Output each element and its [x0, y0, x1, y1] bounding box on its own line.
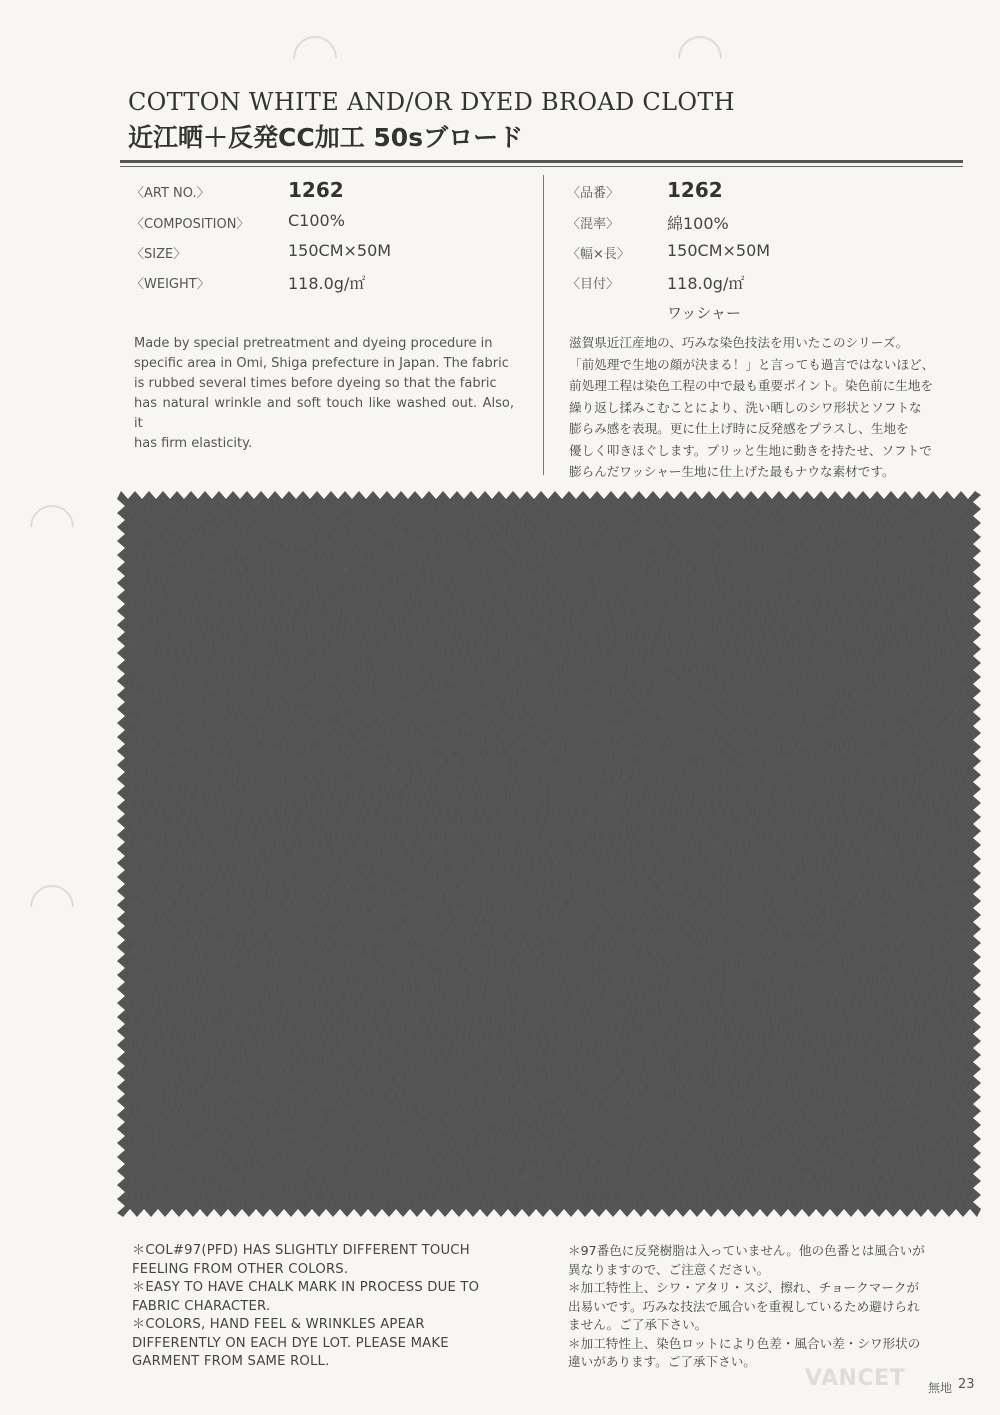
- description-line: has firm elasticity.: [134, 436, 253, 451]
- page-number: 23: [958, 1377, 975, 1392]
- note-line: ＊COL#97(PFD) HAS SLIGHTLY DIFFERENT TOUCH: [132, 1243, 470, 1258]
- spec-value-size: 150CM×50M: [288, 241, 392, 260]
- note-line: FABRIC CHARACTER.: [132, 1298, 271, 1314]
- binder-hole: [669, 27, 731, 89]
- spec-value-konritsu: 綿100%: [667, 214, 729, 233]
- note-line: GARMENT FROM SAME ROLL.: [132, 1354, 330, 1369]
- binder-hole: [21, 876, 83, 938]
- binder-hole: [21, 496, 83, 558]
- category-label: 無地: [928, 1381, 953, 1395]
- note-line: ＊97番色に反発樹脂は入っていません。他の色番とは風合いが: [568, 1243, 925, 1258]
- spec-label-size: 〈SIZE〉: [131, 247, 187, 262]
- description-line: has natural wrinkle and soft touch like washed out. Also, it: [134, 396, 514, 431]
- note-line: ＊加工特性上、染色ロットにより色差・風合い差・シワ形状の: [568, 1335, 921, 1351]
- spec-value-weight: 118.0g/㎡: [288, 274, 366, 293]
- description-line: 繰り返し揉みこむことにより、洗い晒しのシワ形状とソフトな: [569, 399, 922, 415]
- description-line: 前処理工程は染色工程の中で最も重要ポイント。染色前に生地を: [569, 378, 934, 393]
- note-line: 違いがあります。ご了承下さい。: [568, 1354, 756, 1369]
- spec-label-art-no: 〈ART NO.〉: [131, 186, 210, 201]
- title-rule: [120, 160, 963, 163]
- spec-label-hinban: 〈品番〉: [567, 186, 620, 201]
- note-line: DIFFERENTLY ON EACH DYE LOT. PLEASE MAKE: [132, 1335, 449, 1351]
- description-line: 膨らんだワッシャー生地に仕上げた最もナウな素材です。: [569, 464, 895, 479]
- note-line: 異なりますので、ご注意ください。: [568, 1261, 770, 1277]
- title-japanese: 近江晒＋反発CC加工 50sブロード: [128, 123, 524, 152]
- notes-english: [132, 1242, 479, 1372]
- spec-value-metsuke: 118.0g/㎡: [667, 274, 745, 293]
- spec-value-art-no: 1262: [288, 178, 344, 202]
- swatch-texture: [117, 491, 981, 1217]
- description-line: 滋賀県近江産地の、巧みな染色技法を用いたこのシリーズ。: [569, 335, 909, 350]
- spec-label-composition: 〈COMPOSITION〉: [131, 217, 250, 232]
- description-english: [134, 334, 514, 454]
- column-divider: [543, 175, 544, 475]
- spec-label-konritsu: 〈混率〉: [567, 217, 620, 232]
- description-japanese: [569, 332, 959, 483]
- description-line: 膨らみ感を表現。更に仕上げ時に反発感をプラスし、生地を: [569, 421, 909, 436]
- description-line: specific area in Omi, Shiga prefecture in Japan. The fabric: [134, 356, 509, 371]
- description-line: 「前処理で生地の顔が決まる！」と言っても過言ではないほど、: [569, 356, 935, 372]
- binder-hole: [284, 27, 346, 89]
- spec-label-haba: 〈幅×長〉: [567, 247, 630, 262]
- spec-label-weight: 〈WEIGHT〉: [131, 277, 210, 292]
- note-line: FEELING FROM OTHER COLORS.: [132, 1261, 349, 1277]
- description-line: Made by special pretreatment and dyeing procedure in: [134, 336, 493, 351]
- description-line: 優しく叩きほぐします。プリッと生地に動きを持たせ、ソフトで: [569, 442, 932, 458]
- description-line: is rubbed several times before dyeing so that the fabric: [134, 376, 497, 391]
- note-line: ません。ご了承下さい。: [568, 1317, 708, 1332]
- notes-japanese: [568, 1242, 925, 1372]
- note-line: ＊加工特性上、シワ・アタリ・スジ、擦れ、チョークマークが: [568, 1280, 920, 1295]
- fabric-swatch: [117, 491, 981, 1217]
- note-line: 出易いです。巧みな技法で風合いを重視しているため避けられ: [568, 1298, 920, 1314]
- spec-value-composition: C100%: [288, 211, 345, 230]
- note-line: ＊COLORS, HAND FEEL & WRINKLES APEAR: [132, 1317, 425, 1332]
- spec-value-finish: ワッシャー: [667, 304, 741, 322]
- title-rule-thin: [120, 166, 963, 167]
- title-english: COTTON WHITE AND/OR DYED BROAD CLOTH: [128, 88, 735, 116]
- note-line: ＊EASY TO HAVE CHALK MARK IN PROCESS DUE TO: [132, 1280, 480, 1295]
- brand-logo: VANCET: [805, 1366, 906, 1391]
- spec-label-metsuke: 〈目付〉: [567, 277, 620, 292]
- spec-value-hinban: 1262: [667, 178, 723, 202]
- spec-value-haba: 150CM×50M: [667, 241, 771, 260]
